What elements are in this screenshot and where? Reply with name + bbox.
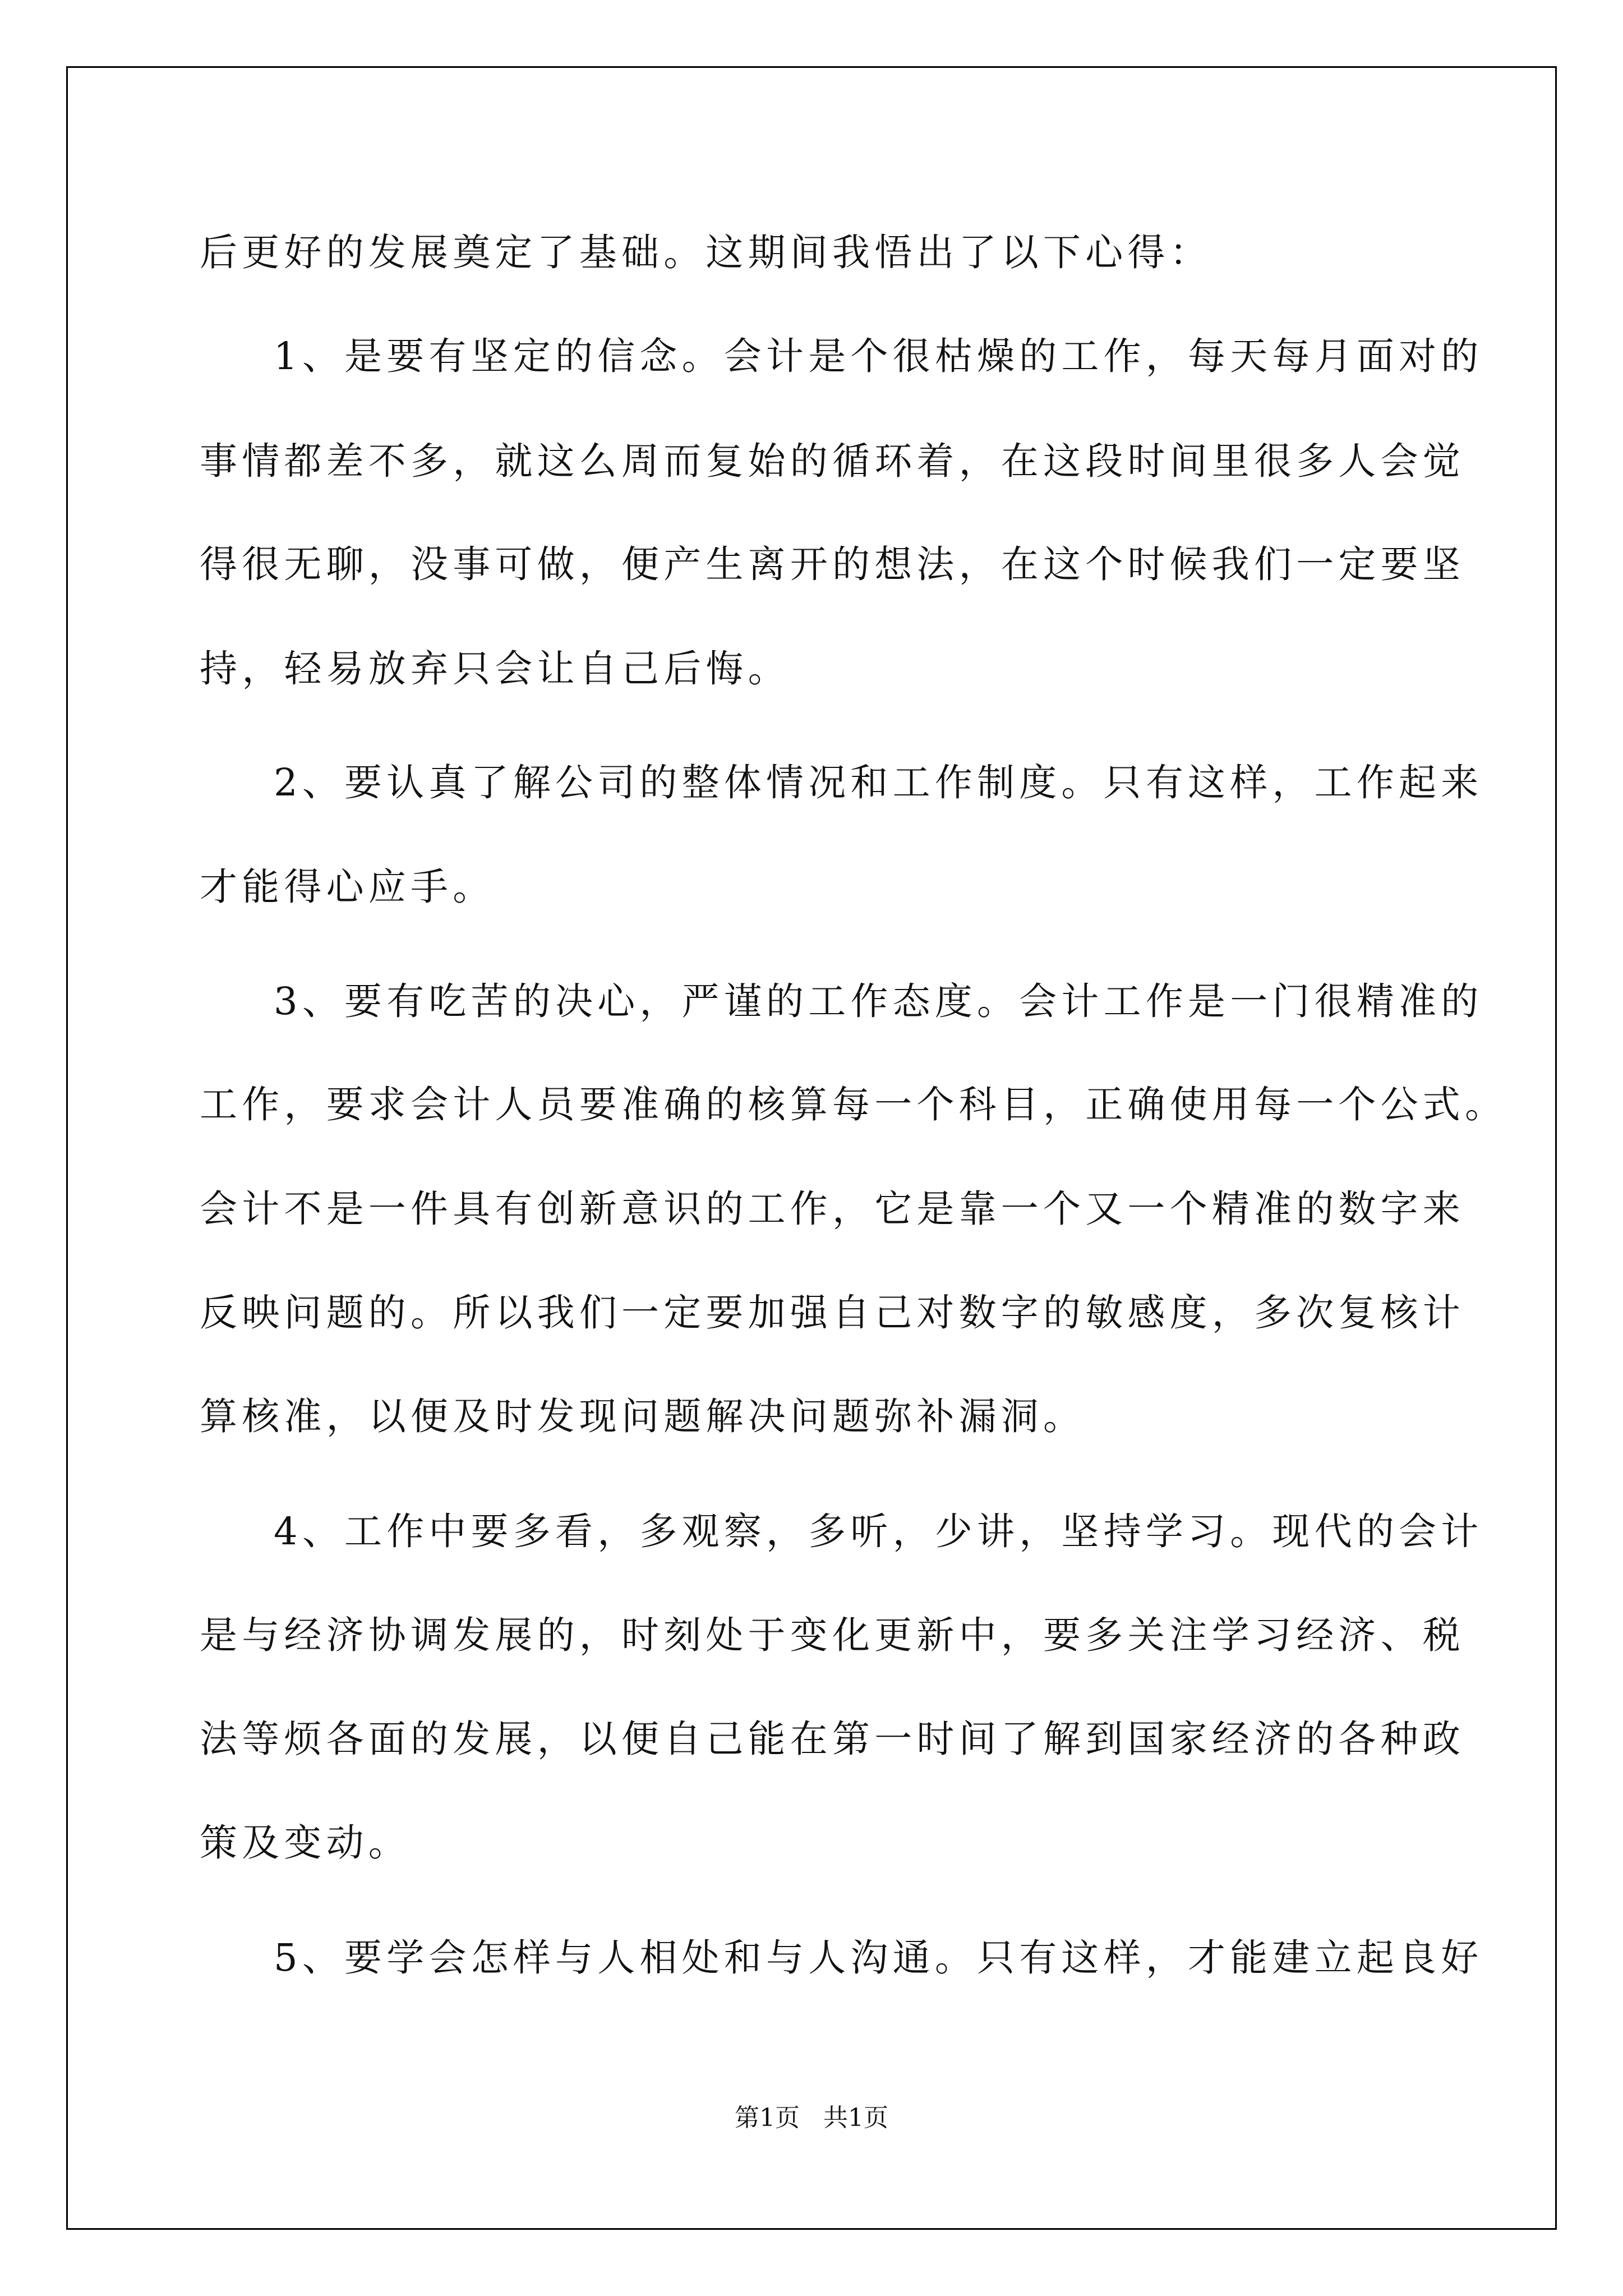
text-line: 算核准，以便及时发现问题解决问题弥补漏洞。 bbox=[200, 1395, 1086, 1438]
text-line: 5、要学会怎样与人相处和与人沟通。只有这样，才能建立起良好 bbox=[274, 1936, 1483, 1980]
text-line: 1、是要有坚定的信念。会计是个很枯燥的工作，每天每月面对的 bbox=[274, 334, 1483, 378]
text-line: 是与经济协调发展的，时刻处于变化更新中，要多关注学习经济、税 bbox=[200, 1613, 1465, 1657]
page-border bbox=[66, 66, 1557, 2230]
text-line: 反映问题的。所以我们一定要加强自己对数字的敏感度，多次复核计 bbox=[200, 1291, 1465, 1335]
text-line: 3、要有吃苦的决心，严谨的工作态度。会计工作是一门很精准的 bbox=[274, 979, 1483, 1023]
text-line: 策及变动。 bbox=[200, 1821, 411, 1865]
page-number: 第1页 bbox=[735, 2104, 800, 2132]
text-line: 持，轻易放弃只会让自己后悔。 bbox=[200, 647, 790, 691]
text-line: 事情都差不多，就这么周而复始的循环着，在这段时间里很多人会觉 bbox=[200, 439, 1465, 483]
page-total: 共1页 bbox=[823, 2104, 888, 2132]
text-line: 工作，要求会计人员要准确的核算每一个科目，正确使用每一个公式。 bbox=[200, 1083, 1507, 1126]
page-footer bbox=[0, 2101, 1623, 2135]
text-line: 得很无聊，没事可做，便产生离开的想法，在这个时候我们一定要坚 bbox=[200, 542, 1465, 586]
text-line: 会计不是一件具有创新意识的工作，它是靠一个又一个精准的数字来 bbox=[200, 1187, 1465, 1231]
text-line: 2、要认真了解公司的整体情况和工作制度。只有这样，工作起来 bbox=[274, 761, 1483, 804]
text-line: 后更好的发展奠定了基础。这期间我悟出了以下心得： bbox=[200, 231, 1212, 274]
text-line: 才能得心应手。 bbox=[200, 865, 495, 909]
text-line: 4、工作中要多看，多观察，多听，少讲，坚持学习。现代的会计 bbox=[274, 1510, 1483, 1553]
text-line: 法等烦各面的发展，以便自己能在第一时间了解到国家经济的各种政 bbox=[200, 1717, 1465, 1761]
